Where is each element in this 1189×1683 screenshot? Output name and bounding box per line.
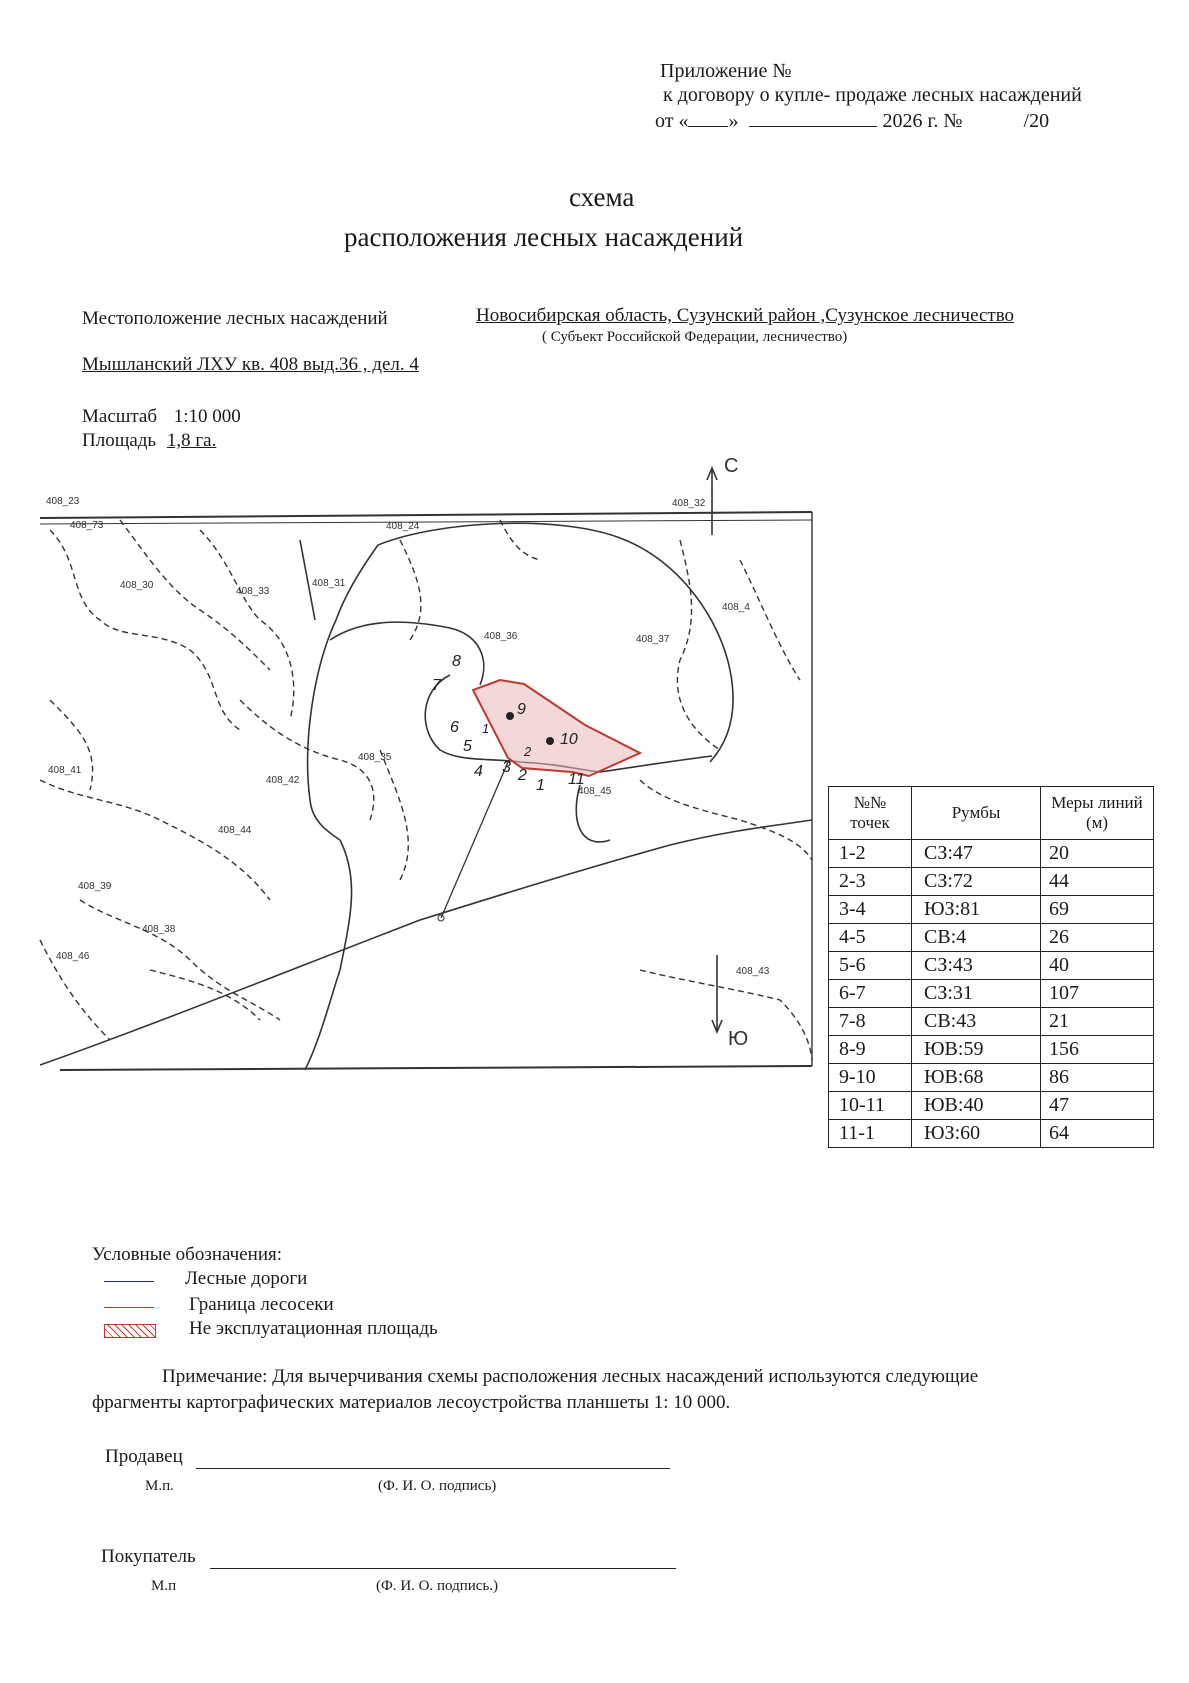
map-quarter-label: 408_37 [636, 634, 670, 645]
table-row [829, 952, 1154, 980]
table-row [829, 1008, 1154, 1036]
table-row [829, 840, 1154, 868]
segment-cell: 7-8 [829, 1008, 912, 1036]
length-cell: 26 [1041, 924, 1154, 952]
seller-stamp: М.п. [145, 1478, 174, 1494]
area-label: Площадь [82, 430, 157, 451]
appendix-label: Приложение № [660, 60, 792, 82]
table-header-row [829, 787, 1154, 840]
map-quarter-label: 408_41 [48, 765, 82, 776]
boundary-point-label: 6 [450, 719, 459, 736]
boundary-legend-line [104, 1307, 154, 1308]
length-cell: 86 [1041, 1064, 1154, 1092]
area-row [82, 430, 216, 452]
boundary-point-label: 8 [452, 653, 461, 670]
year-suffix: г. № [927, 110, 963, 132]
length-cell: 44 [1041, 868, 1154, 896]
length-cell: 21 [1041, 1008, 1154, 1036]
map-quarter-label: 408_42 [266, 775, 300, 786]
contract-label: к договору о купле- продаже лесных насаждений [663, 84, 1082, 106]
rumb-cell: ЮВ:40 [912, 1092, 1041, 1120]
location-hint: ( Субъект Российской Федерации, лесничество) [542, 329, 848, 345]
map-quarter-label: 408_43 [736, 966, 770, 977]
boundary-point-label: 1 [536, 777, 545, 794]
header-rumbs: Румбы [912, 787, 1041, 840]
map-quarter-label: 408_36 [484, 631, 518, 642]
legend-title: Условные обозначения: [92, 1244, 283, 1265]
title-line1: схема [569, 182, 635, 212]
legend-boundary: Граница лесосеки [189, 1294, 334, 1315]
rumb-cell: СЗ:43 [912, 952, 1041, 980]
segment-cell: 3-4 [829, 896, 912, 924]
area-value: 1,8 га. [166, 430, 217, 451]
length-cell: 20 [1041, 840, 1154, 868]
plot-number-label: 2 [524, 744, 532, 759]
rumb-cell: СВ:43 [912, 1008, 1041, 1036]
segment-cell: 8-9 [829, 1036, 912, 1064]
map-quarter-label: 408_30 [120, 580, 154, 591]
map-quarter-label: 408_33 [236, 586, 270, 597]
date-quote-open: « » [678, 110, 739, 132]
map-quarter-label: 408_24 [386, 521, 420, 532]
legend-roads: Лесные дороги [185, 1268, 308, 1289]
plot-dot-2 [546, 737, 554, 745]
location-value: Новосибирская область, Сузунский район ,Сузунское лесничество [476, 305, 1015, 326]
scale-row [82, 406, 241, 428]
number-suffix: /20 [1023, 110, 1050, 132]
map-quarter-label: 408_44 [218, 825, 252, 836]
forest-map [40, 455, 812, 1080]
plot-boundary [473, 680, 640, 776]
boundary-point-label: 7 [432, 677, 441, 694]
rumb-cell: СВ:4 [912, 924, 1041, 952]
from-label: от [655, 110, 674, 132]
date-month-blank [749, 126, 877, 127]
segment-cell: 10-11 [829, 1092, 912, 1120]
boundary-point-label: 5 [463, 738, 472, 755]
boundary-point-label: 3 [502, 759, 511, 776]
segment-cell: 9-10 [829, 1064, 912, 1092]
map-quarter-label: 408_38 [142, 924, 176, 935]
map-quarter-label: 408_23 [46, 496, 80, 507]
header-points: №№ точек [829, 787, 912, 840]
segment-cell: 5-6 [829, 952, 912, 980]
segment-cell: 11-1 [829, 1120, 912, 1148]
table-row [829, 1092, 1154, 1120]
scale-value: 1:10 000 [173, 406, 241, 427]
segment-cell: 1-2 [829, 840, 912, 868]
map-quarter-label: 408_4 [722, 602, 750, 613]
north-label: С [724, 455, 739, 477]
note-line1: Примечание: Для вычерчивания схемы расположения лесных насаждений используются следующие [162, 1366, 979, 1387]
table-row [829, 1036, 1154, 1064]
note-line2: фрагменты картографических материалов лесоустройства планшеты 1: 10 000. [92, 1392, 731, 1413]
map-quarter-label: 408_32 [672, 498, 706, 509]
table-row [829, 980, 1154, 1008]
south-label: Ю [728, 1028, 749, 1050]
map-quarter-label: 408_45 [578, 786, 612, 797]
plot-number-label: 1 [482, 721, 490, 736]
contract-date-line [655, 110, 1049, 133]
boundary-point-label: 10 [560, 731, 578, 748]
rumb-cell: СЗ:47 [912, 840, 1041, 868]
plot-dot-1 [506, 712, 514, 720]
map-quarter-label: 408_73 [70, 520, 104, 531]
map-quarter-label: 408_46 [56, 951, 90, 962]
table-row [829, 1064, 1154, 1092]
legend-non-exploit: Не эксплуатационная площадь [189, 1318, 438, 1339]
seller-line [196, 1468, 670, 1469]
length-cell: 107 [1041, 980, 1154, 1008]
boundary-point-label: 11 [568, 771, 585, 788]
buyer-sign-hint: (Ф. И. О. подпись.) [376, 1578, 499, 1594]
map-quarter-label: 408_39 [78, 881, 112, 892]
title-line2: расположения лесных насаждений [344, 222, 744, 252]
rumb-cell: СЗ:31 [912, 980, 1041, 1008]
length-cell: 156 [1041, 1036, 1154, 1064]
rumb-table [828, 786, 1154, 1148]
boundary-point-label: 2 [518, 767, 527, 784]
rumb-cell: ЮВ:68 [912, 1064, 1041, 1092]
length-cell: 47 [1041, 1092, 1154, 1120]
table-row [829, 924, 1154, 952]
length-cell: 64 [1041, 1120, 1154, 1148]
hatch-legend-swatch [104, 1324, 156, 1338]
buyer-stamp: М.п [151, 1578, 177, 1594]
map-canvas [40, 455, 812, 1080]
road-legend-line [104, 1281, 154, 1282]
rumb-cell: СЗ:72 [912, 868, 1041, 896]
table-row [829, 868, 1154, 896]
header-measures: Меры линий (м) [1041, 787, 1154, 840]
seller-sign-hint: (Ф. И. О. подпись) [378, 1478, 497, 1494]
boundary-point-label: 9 [517, 701, 526, 718]
scale-label: Масштаб [82, 406, 158, 427]
table-row [829, 896, 1154, 924]
buyer-label: Покупатель [101, 1546, 196, 1567]
segment-cell: 2-3 [829, 868, 912, 896]
segment-cell: 4-5 [829, 924, 912, 952]
rumb-cell: ЮВ:59 [912, 1036, 1041, 1064]
map-quarter-label: 408_31 [312, 578, 346, 589]
seller-label: Продавец [105, 1446, 183, 1467]
rumb-cell: ЮЗ:60 [912, 1120, 1041, 1148]
map-quarter-label: 408_35 [358, 752, 392, 763]
buyer-line [210, 1568, 676, 1569]
location-label: Местоположение лесных насаждений [82, 308, 388, 329]
rumb-cell: ЮЗ:81 [912, 896, 1041, 924]
length-cell: 40 [1041, 952, 1154, 980]
segment-cell: 6-7 [829, 980, 912, 1008]
length-cell: 69 [1041, 896, 1154, 924]
year-value: 2026 [882, 110, 923, 132]
table-row [829, 1120, 1154, 1148]
boundary-point-label: 4 [474, 763, 483, 780]
location-detail: Мышланский ЛХУ кв. 408 выд.36 , дел. 4 [82, 354, 419, 375]
